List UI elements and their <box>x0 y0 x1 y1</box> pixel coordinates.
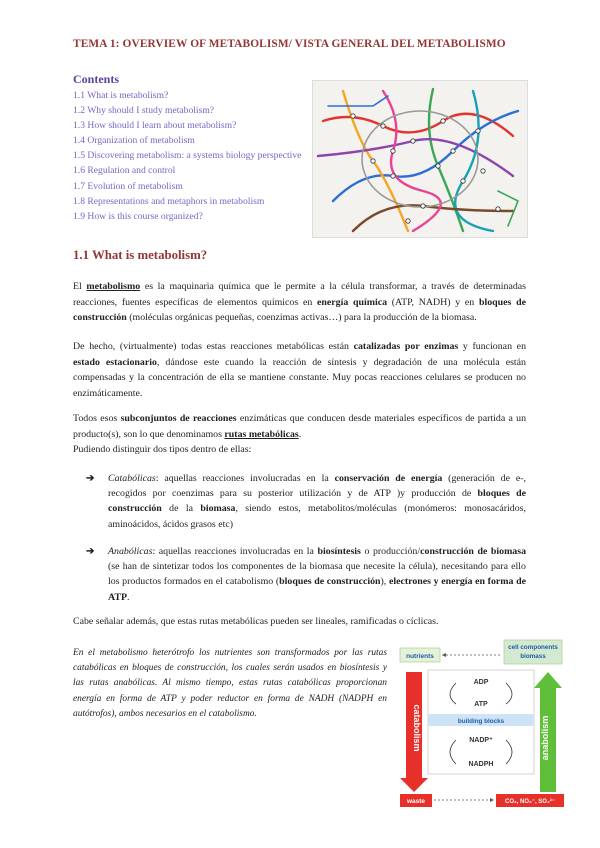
catabolism-arrowhead-icon <box>400 778 428 792</box>
products-label: CO₂, NO₃⁻, SO₄²⁻ <box>505 799 555 805</box>
waste-label: waste <box>406 798 426 805</box>
cell-components-label: cell components <box>508 644 558 651</box>
nutrients-label: nutrients <box>406 653 434 660</box>
term-subconjuntos: subconjuntos de reacciones <box>120 413 237 424</box>
toc-item[interactable]: 1.7 Evolution of metabolism <box>73 180 183 192</box>
bullet-catabolicas: ➔ Catabólicas: aquellas reacciones involucradas en la conservación de energía (generación de e-, recogidos por coenzimas para su posterior utilización y de ATP )y producción de bloques de construcción de la biomasa, siendo estos, metabolitos/moléculas (monómeros: monosacáridos, aminoácidos, ácidos grasos etc) <box>86 473 526 530</box>
catabolism-anabolism-diagram <box>396 638 566 808</box>
atp-label: ATP <box>474 701 488 708</box>
toc-item[interactable]: 1.5 Discovering metabolism: a systems biology perspective <box>73 150 302 162</box>
nadph-label: NADPH <box>468 761 494 768</box>
document-title: TEMA 1: OVERVIEW OF METABOLISM/ VISTA GENERAL DEL METABOLISMO <box>73 38 506 50</box>
paragraph-metabolic-routes: Todos esos subconjuntos de reacciones enzimáticas que conducen desde materiales específicos de partida a un producto(s), son lo que denominamos rutas metabólicas. Pudiendo distinguir dos tipos dentro de ellas: <box>73 413 527 456</box>
arrow-bullet-icon: ➔ <box>86 546 95 557</box>
catabolism-label: catabolism <box>412 704 422 752</box>
anabolism-arrowhead-icon <box>534 672 562 688</box>
arrowhead-icon <box>490 798 494 802</box>
term-rutas-metabolicas: rutas metabólicas <box>224 428 299 440</box>
metabolic-metro-map-image <box>312 80 528 238</box>
contents-heading: Contents <box>73 72 120 86</box>
toc-item[interactable]: 1.4 Organization of metabolism <box>73 135 195 147</box>
bullet-anabolicas: ➔ Anabólicas: aquellas reacciones involucradas en la biosíntesis o producción/construcción de biomasa (se han de sintetizar todos los componentes de la biomasa que necesite la célula), necesitando para ello los productos formados en el catabolismo (bloques de construcción), electrones y energía en forma de ATP. <box>86 546 527 603</box>
toc-item[interactable]: 1.8 Representations and metaphors in metabolism <box>73 195 265 207</box>
paragraph-heterotroph: En el metabolismo heterótrofo los nutrientes son transformados por las rutas catabólicas en bloques de construcción, los cuales serán usados en biosíntesis y las rutas anabólicas. Al mismo tiempo, estas rutas catabólicas proporcionan energía en forma de ATP y poder reductor en forma de NADH (NADPH en autótrofos), ambos necesarios en el catabolismo. <box>73 648 387 719</box>
section-heading: 1.1 What is metabolism? <box>73 248 208 262</box>
metro-map-graphic <box>313 81 527 237</box>
toc-item[interactable]: 1.2 Why should I study metabolism? <box>73 105 215 117</box>
term-energia-quimica: energía química <box>317 296 388 308</box>
term-metabolismo: metabolismo <box>86 281 141 292</box>
paragraph-metabolism-definition: El metabolismo es la maquinaria química que le permite a la célula transformar, a través de determinadas reacciones, fuentes específicas de elementos químicos en energía química (ATP, NADH) y en bloques de construcción (moléculas orgánicas pequeñas, coenzimas activas…) para la producción de la biomasa. <box>73 281 526 324</box>
term-catalizadas: catalizadas por enzimas <box>353 341 459 352</box>
term-estado-estacionario: estado estacionario <box>73 356 157 368</box>
biomass-label: biomass <box>520 653 546 660</box>
term-bloques-construccion: bloques de construcción <box>73 296 526 324</box>
toc-item[interactable]: 1.6 Regulation and control <box>73 165 176 177</box>
nadp-label: NADP⁺ <box>469 737 493 744</box>
paragraph-route-shapes: Cabe señalar además, que estas rutas metabólicas pueden ser lineales, ramificadas o cíclicas. <box>73 616 439 627</box>
anabolism-label: anabolism <box>540 715 550 761</box>
adp-label: ADP <box>473 679 489 686</box>
toc-item[interactable]: 1.3 How should I learn about metabolism? <box>73 120 237 132</box>
toc-item[interactable]: 1.9 How is this course organized? <box>73 210 203 222</box>
toc-item[interactable]: 1.1 What is metabolism? <box>73 90 169 101</box>
table-of-contents <box>73 88 303 224</box>
building-blocks-label: building blocks <box>457 718 505 725</box>
paragraph-enzymes: De hecho, (virtualmente) todas estas reacciones metabólicas están catalizadas por enzimas y funcionan en estado estacionario, dándose este cuando la reacción de síntesis y degradación de una molécula están compensadas y la concentración de ella se mantiene constante. Muy pocas reacciones celulares se producen no enzimáticamente. <box>73 341 527 400</box>
arrow-bullet-icon: ➔ <box>86 473 95 484</box>
arrowhead-icon <box>442 653 446 657</box>
